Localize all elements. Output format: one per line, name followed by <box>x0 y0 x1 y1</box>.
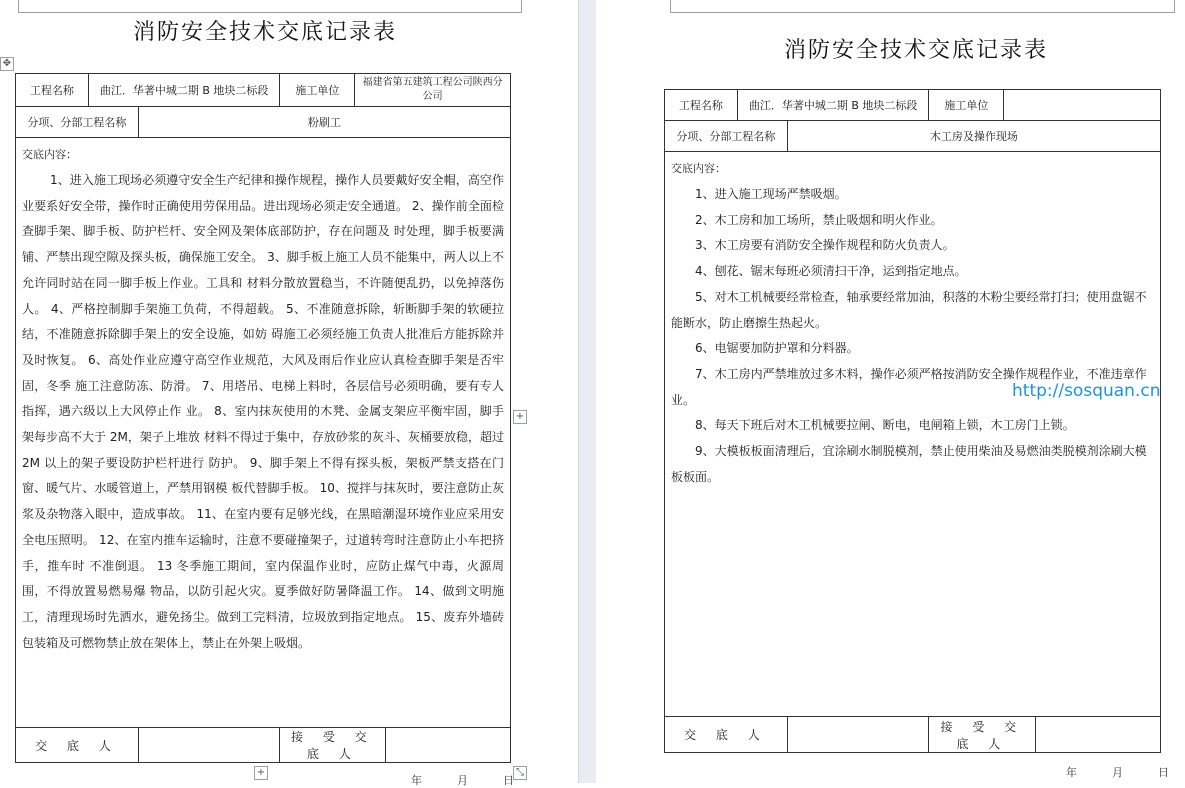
discloser-signature-field[interactable] <box>138 728 280 763</box>
disclosure-content-cell[interactable] <box>16 138 511 728</box>
left-date-line <box>411 772 514 788</box>
project-name-label: 工程名称 <box>665 90 738 121</box>
disclosure-content-cell[interactable] <box>665 152 1161 717</box>
insert-column-icon[interactable]: + <box>513 410 527 424</box>
discloser-label: 交 底 人 <box>16 728 139 763</box>
content-items <box>671 182 1154 490</box>
date-day: 日 <box>503 774 514 787</box>
left-document-page <box>0 0 578 787</box>
construction-unit-value[interactable]: 福建省第五建筑工程公司陕西分公司 <box>355 74 511 107</box>
table-move-handle-icon[interactable]: ✥ <box>0 57 14 71</box>
left-record-table <box>15 73 511 763</box>
sub-project-value[interactable]: 木工房及操作现场 <box>787 121 1160 152</box>
date-month: 月 <box>1112 766 1123 779</box>
list-item: 2、木工房和加工场所，禁止吸烟和明火作业。 <box>695 212 943 227</box>
date-year: 年 <box>411 774 422 787</box>
content-label: 交底内容： <box>22 148 77 161</box>
receiver-label: 接 受 交 底 人 <box>280 728 386 763</box>
receiver-signature-field[interactable] <box>386 728 511 763</box>
construction-unit-value[interactable] <box>1004 90 1161 121</box>
list-item: 8、每天下班后对木工机械要拉闸、断电，电闸箱上锁，木工房门上锁。 <box>695 418 1075 433</box>
list-item: 5、对木工机械要经常检查，轴承要经常加油，积落的木粉尘要经常打扫；使用盘锯不能断水，防止磨擦生热起火。 <box>671 289 1147 330</box>
receiver-signature-field[interactable] <box>1036 717 1161 753</box>
sub-project-value[interactable]: 粉刷工 <box>138 107 510 138</box>
project-name-value[interactable]: 曲江．华著中城二期 B 地块二标段 <box>88 74 280 107</box>
list-item: 7、木工房内严禁堆放过多木料，操作必须严格按消防安全操作规程作业，不准违章作业。 <box>671 366 1147 407</box>
construction-unit-label: 施工单位 <box>280 74 355 107</box>
discloser-signature-field[interactable] <box>787 717 929 753</box>
content-label: 交底内容： <box>671 162 726 175</box>
project-name-value[interactable]: 曲江．华著中城二期 B 地块二标段 <box>737 90 929 121</box>
header-margin-box <box>18 0 522 13</box>
list-item: 4、刨花、锯末每班必须清扫干净，运到指定地点。 <box>695 264 967 279</box>
list-item: 1、进入施工现场严禁吸烟。 <box>695 187 847 201</box>
insert-row-icon[interactable]: + <box>254 766 268 780</box>
header-margin-box <box>670 0 1175 13</box>
right-document-page <box>596 0 1185 783</box>
list-item: 9、大模板板面清理后，宜涂刷水制脱模剂，禁止使用柴油及易燃油类脱模剂涂刷大模板板面。 <box>671 444 1147 484</box>
receiver-label: 接 受 交 底 人 <box>929 717 1036 753</box>
left-page-title: 消防安全技术交底记录表 <box>133 20 398 45</box>
list-item: 6、电锯要加防护罩和分料器。 <box>695 341 859 356</box>
date-month: 月 <box>457 774 468 787</box>
list-item: 3、木工房要有消防安全操作规程和防火负责人。 <box>695 238 955 253</box>
sub-project-label: 分项、分部工程名称 <box>665 121 788 152</box>
table-resize-handle-icon[interactable]: ⤡ <box>513 766 527 780</box>
date-day: 日 <box>1158 766 1169 779</box>
construction-unit-label: 施工单位 <box>929 90 1004 121</box>
sub-project-label: 分项、分部工程名称 <box>16 107 139 138</box>
right-page-title: 消防安全技术交底记录表 <box>784 38 1049 63</box>
right-record-table <box>664 89 1161 753</box>
page-gutter <box>578 0 597 783</box>
watermark-url: http://sosquan.cn <box>1012 381 1161 401</box>
right-date-line <box>1066 764 1169 780</box>
content-text: 1、进入施工现场必须遵守安全生产纪律和操作规程，操作人员要戴好安全帽，高空作 业要系好安全带，操作时正确使用劳保用品。进出现场必须走安全通道。 2、操作前全面检查脚手架、脚手板、防护栏杆、安全网及架体底部防护，存在问题及 时处理，脚手板要满铺、严禁出现空隙及探头板，确保施工安全。 3、脚手板上施工人员不能集中，两人以上不允许同时站在同一脚手板上作业。工具和 材料分散放置稳当，不许随便乱扔，以免掉落伤人。 4、严格控制脚手架施工负荷，不得超载。 5、不准随意拆除，斩断脚手架的软硬拉结，不准随意拆除脚手架上的安全设施，如妨 碍施工必须经施工负责人批准后方能拆除并及时恢复。 6、高处作业应遵守高空作业规范，大风及雨后作业应认真检查脚手架是否牢固，冬季 施工注意防冻、防滑。 7、用塔吊、电梯上料时，各层信号必须明确，要有专人指挥，遇六级以上大风停止作 业。 8、室内抹灰使用的木凳、金属支架应平衡牢固，脚手架每步高不大于 2M，架子上堆放 材料不得过于集中，存放砂浆的灰斗、灰桶要放稳，超过 2M 以上的架子要设防护栏杆进行 防护。 9、脚手架上不得有探头板，架板严禁支搭在门窗、暖气片、水暖管道上，严禁用钢模 板代替脚手板。 10、搅拌与抹灰时，要注意防止灰浆及杂物落入眼中，造成事故。 11、在室内要有足够光线，在黑暗潮湿环境作业应采用安全电压照明。 12、在室内推车运输时，注意不要碰撞架子，过道转弯时注意防止小车把挤手，推车时 不准倒退。 13 冬季施工期间，室内保温作业时，应防止煤气中毒，火源周围，不得放置易燃易爆 物品，以防引起火灾。夏季做好防暑降温工作。 14、做到文明施工，清理现场时先洒水，避免扬尘。做到工完料清，垃圾放到指定地点。 15、废弃外墙砖包装箱及可燃物禁止放在架体上，禁止在外架上吸烟。 <box>22 173 504 650</box>
discloser-label: 交 底 人 <box>665 717 788 753</box>
project-name-label: 工程名称 <box>16 74 89 107</box>
date-year: 年 <box>1066 766 1077 779</box>
